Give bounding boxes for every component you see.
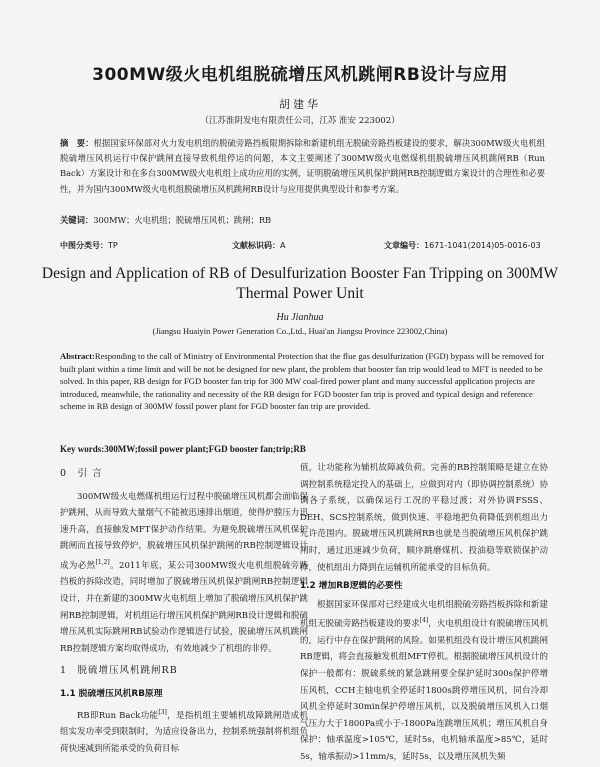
keywords-cn-text: 300MW；火电机组；脱硫增压风机；跳闸；RB — [93, 215, 272, 225]
affiliation-cn: （江苏淮阴发电有限责任公司，江苏 淮安 223002） — [200, 116, 400, 126]
keywords-en-label: Key words: — [60, 444, 105, 454]
keywords-en-text: 300MW;fossil power plant;FGD booster fan;trip;RB — [104, 444, 306, 454]
affiliation-en: (Jiangsu Huaiyin Power Generation Co.,Ltd., Huai'an Jiangsu Province 223002,China) — [152, 326, 448, 336]
author-en: Hu Jianhua — [276, 312, 324, 323]
author-cn: 胡建华 — [279, 98, 321, 111]
clc-value: TP — [108, 241, 118, 250]
clc-number — [60, 240, 118, 251]
document-code-value: A — [280, 241, 286, 250]
paper-title-en: Design and Application of RB of Desulfurization Booster Fan Tripping on 300MW Thermal Power Unit — [41, 265, 559, 302]
rb-necessity-text: 根据国家环保部对已经建成火电机组脱硫旁路挡板拆除和新建机组无脱硫旁路挡板建设的要求 — [300, 599, 548, 630]
citation: [3] — [158, 708, 167, 716]
rb-principle-tail: ，是指机组主要辅机故障跳闸造成机组实发功率受到限制时，为适应设备出力，控制系统强制将机组负荷快速减到所能承受的负荷目标 — [60, 710, 308, 754]
abstract-cn-text: 根据国家环保部对火力发电机组的脱硫旁路挡板限期拆除和新建机组无脱硫旁路挡板建设的要求，解决300MW级火电机组脱硫增压风机运行中保护跳闸直接导致机组停运的问题，本文主要阐述了300MW级火电燃煤机组脱硫增压风机跳闸RB（Run Back）方案设计和在多台300MW级火电机组上成功应用的实例，证明脱硫增压风机保护跳闸RB控制逻辑方案设计的合理性和必要性，并为国内300MW级火电机组脱硫增压风机跳闸RB设计与应用提供典型设计和参考方案。 — [60, 138, 545, 194]
body-column-right — [300, 460, 548, 766]
intro-paragraph-text: 300MW级火电燃煤机组运行过程中脱硫增压风机都会面临保护跳闸，从而导致大量烟气不能被迅速排出烟道，使得炉膛压力迅速升高，直接触发MFT保护动作结果。为避免脱硫增压风机保护跳闸而直接导致停炉，脱硫增压风机保护跳闸的RB控制逻辑设计成为必然 — [60, 491, 308, 571]
rb-principle-continued: 值，让功能称为辅机故障减负荷。完善的RB控制策略是建立在协调控制系统稳定投入的基础上，应做到对内（即协调控制系统）协调各子系统，以确保运行工况的平稳过渡；对外协调FSSS、DEH、SCS控制系统，做到快速、平稳地把负荷降低到机组出力允许范围内。脱硫增压风机跳闸RB也就是当脱硫增压风机保护跳闸时，通过迅速减少负荷，顺序跳磨煤机、投油稳等联锁保护动作，使机组出力降到在运辅机所能承受的目标负荷。 — [300, 463, 548, 573]
subsection-heading-1-1: 1.1 脱硫增压风机RB原理 — [60, 688, 163, 699]
abstract-cn — [60, 136, 545, 197]
section-heading-introduction: 0 引 言 — [60, 468, 103, 479]
rb-necessity-tail: ，火电机组设计有脱硫增压风机的，运行中存在保护跳闸的风险。如果机组没有设计增压风机跳闸RB逻辑，将会直接触发机组MFT停机。根据脱硫增压风机设计的保护一般都有：脱硫系统的紧急跳闸要全保护延时300s保护停增压风机，CCH主轴电机全停延时1800s跳停增压风机，同台冷却风机全停延时30min保护停增压风机，以及脱硫增压风机入口烟气压力大于1800Pa或小于-1800Pa连跳增压风机；增压风机自身保护：轴承温度>105℃，延时5s，电机轴承温度>85℃，延时5s，轴承振动>11mm/s，延时5s，以及增压风机失频 — [300, 619, 548, 762]
body-column-left — [60, 460, 308, 757]
intro-paragraph — [60, 489, 308, 658]
section-heading-1: 1 脱硫增压风机跳闸RB — [60, 665, 178, 677]
article-number — [384, 240, 541, 251]
citation: [4] — [419, 617, 429, 625]
article-number-value: 1671-1041(2014)05-0016-03 — [424, 241, 541, 250]
abstract-en-label: Abstract: — [60, 351, 95, 361]
keywords-cn-label: 关键词： — [60, 215, 94, 225]
clc-label: 中图分类号： — [60, 241, 108, 250]
rb-principle-paragraph — [60, 705, 308, 758]
keywords-en — [60, 444, 550, 454]
paper-title-cn: 300MW级火电机组脱硫增压风机跳闸RB设计与应用 — [92, 65, 508, 85]
subsection-heading-1-2: 1.2 增加RB逻辑的必要性 — [300, 581, 403, 592]
abstract-en-text: Responding to the call of Ministry of Environmental Protection that the flue gas desulfurization (FGD) bypass will be removed for built plant within a time limit and will be not be designed for new plant, the problem that booster fan trip would lead to MFT is needed to be solved. In this paper, RB design for FGD booster fan trip for 300 MW coal-fired power plant and many successful application projects are introduced, meanwhile, the rationality and necessity of the RB design for FGD booster fan trip is proved and typical design and reference scheme in RB design of 300MW fossil power plant for FGD booster fan trip are provided. — [60, 351, 545, 412]
abstract-en — [60, 350, 550, 413]
document-code — [232, 240, 285, 251]
rb-principle-text: RB即Run Back功能 — [77, 710, 159, 721]
rb-necessity-paragraph — [300, 597, 548, 766]
abstract-cn-label: 摘 要： — [60, 138, 94, 148]
citation: [1,2] — [95, 558, 110, 566]
keywords-cn — [60, 214, 545, 226]
intro-paragraph-tail: 。2011年底，某公司300MW级火电机组脱硫旁路挡板的拆除改造，同时增加了脱硫增压风机保护跳闸RB控制逻辑设计，并在新建的300MW火电机组上增加了脱硫增压风机保护跳闸RB控制逻辑，对机组运行增压风机保护跳闸RB设计逻辑和脱硫增压风机实际跳闸RB试验动作逻辑进行试验，脱硫增压风机跳闸RB控制逻辑方案均取得成功，有效地减少了机组的非停。 — [60, 560, 308, 654]
article-number-label: 文章编号： — [384, 241, 424, 250]
document-code-label: 文献标识码： — [232, 241, 280, 250]
